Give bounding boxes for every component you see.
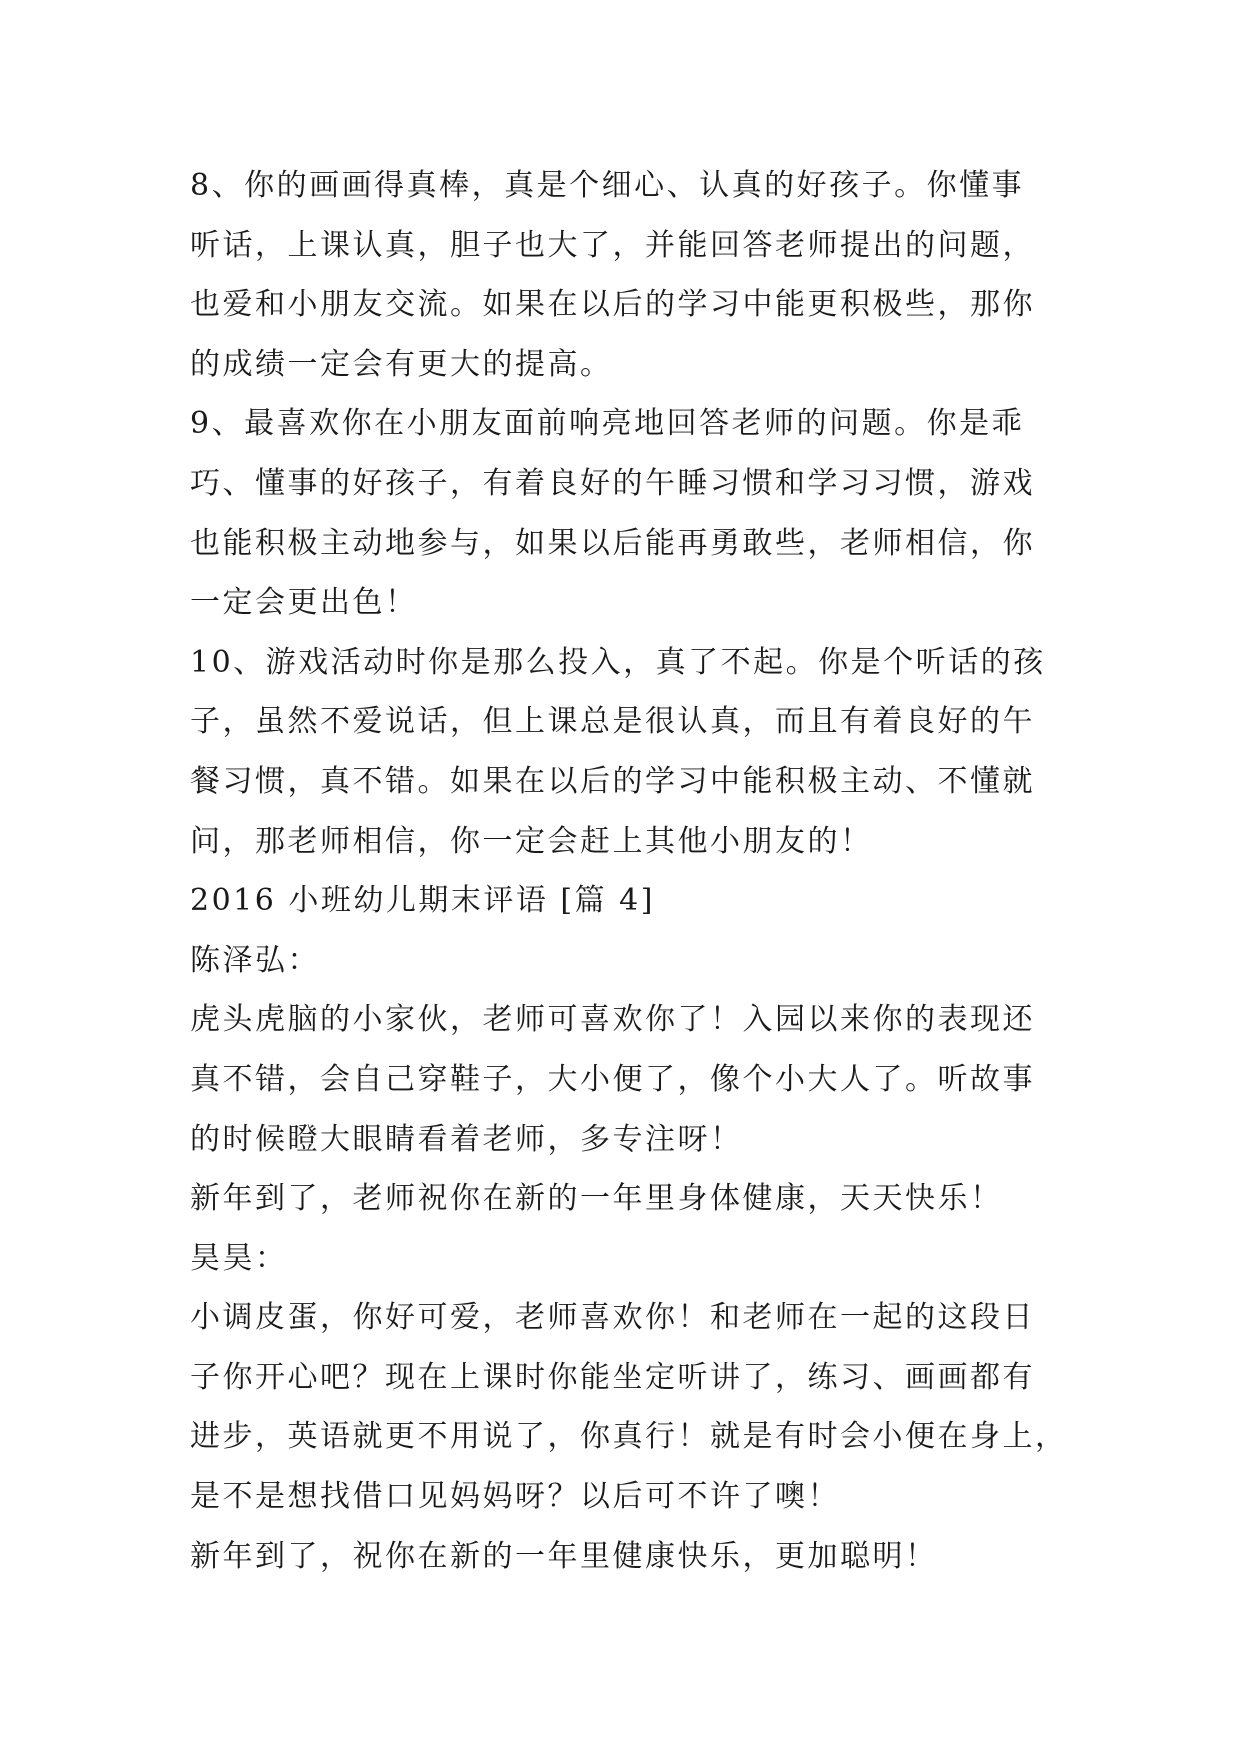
text-line: 是不是想找借口见妈妈呀？以后可不许了噢！ [190,1479,840,1515]
text-line: 子，虽然不爱说话，但上课总是很认真，而且有着良好的午 [190,704,1035,740]
student-name: 陈泽弘： [190,942,320,978]
text-line: 巧、懂事的好孩子，有着良好的午睡习惯和学习习惯，游戏 [190,465,1035,501]
text-line: 一定会更出色！ [190,585,418,621]
text-line: 小调皮蛋，你好可爱，老师喜欢你！和老师在一起的这段日 [190,1300,1035,1336]
text-line: 9、最喜欢你在小朋友面前响亮地回答老师的问题。你是乖 [190,406,1025,442]
text-line: 问，那老师相信，你一定会赶上其他小朋友的！ [190,823,873,859]
document-body [190,156,1090,1586]
text-line: 新年到了，祝你在新的一年里健康快乐，更加聪明！ [190,1538,938,1574]
text-line: 8、你的画画得真棒，真是个细心、认真的好孩子。你懂事 [190,168,1025,203]
text-line: 的时候瞪大眼睛看着老师，多专注呀！ [190,1121,743,1157]
text-line: 新年到了，老师祝你在新的一年里身体健康，天天快乐！ [190,1181,1003,1217]
section-heading: 2016 小班幼儿期末评语 [篇 4] [190,883,655,919]
text-line: 也爱和小朋友交流。如果在以后的学习中能更积极些，那你 [190,287,1035,323]
student-name: 昊昊： [190,1240,288,1276]
text-line: 真不错，会自己穿鞋子，大小便了，像个小大人了。听故事 [190,1061,1035,1097]
text-line: 餐习惯，真不错。如果在以后的学习中能积极主动、不懂就 [190,763,1035,799]
text-line: 的成绩一定会有更大的提高。 [190,346,613,382]
text-line: 也能积极主动地参与，如果以后能再勇敢些，老师相信，你 [190,525,1035,561]
text-line: 10、游戏活动时你是那么投入，真了不起。你是个听话的孩 [190,644,1046,680]
text-line: 进步，英语就更不用说了，你真行！就是有时会小便在身上， [190,1419,1068,1455]
text-line: 子你开心吧？现在上课时你能坐定听讲了，练习、画画都有 [190,1359,1035,1395]
text-line: 虎头虎脑的小家伙，老师可喜欢你了！入园以来你的表现还 [190,1002,1035,1038]
text-line: 听话，上课认真，胆子也大了，并能回答老师提出的问题， [190,227,1035,263]
